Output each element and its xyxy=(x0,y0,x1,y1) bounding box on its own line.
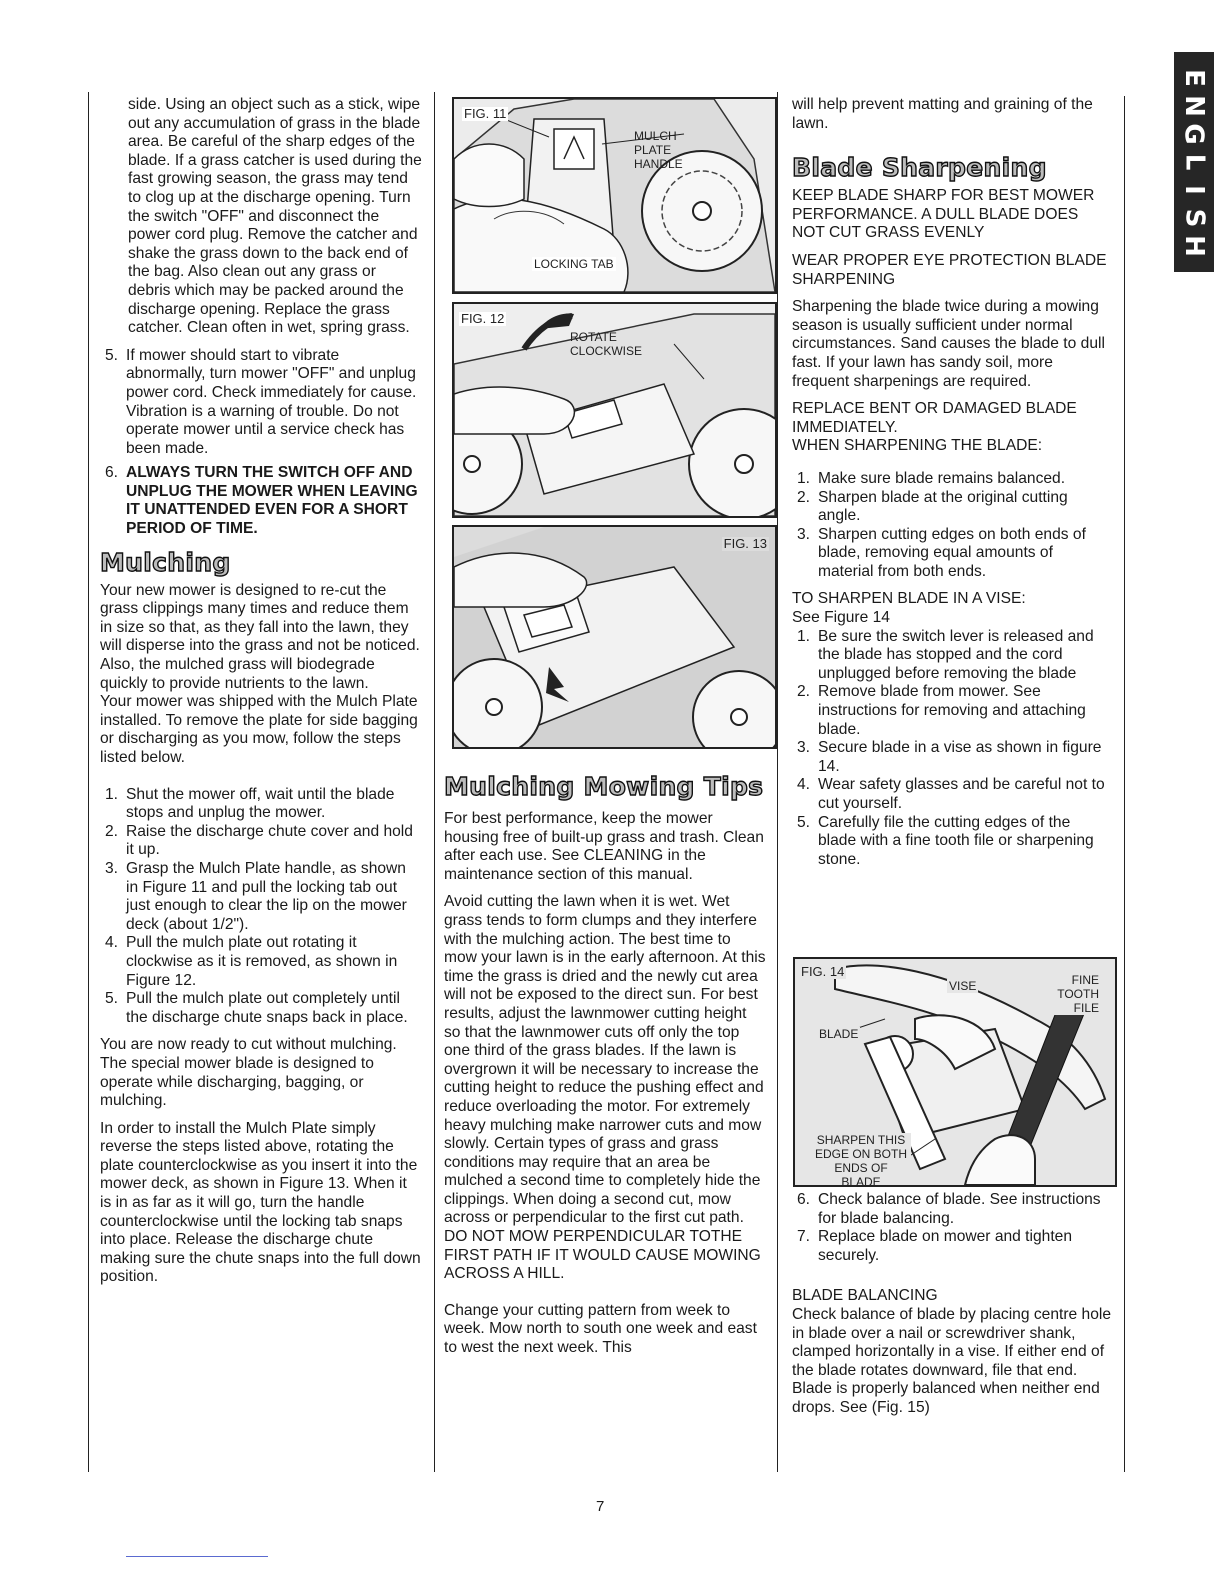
tab-letter: L xyxy=(1178,153,1209,171)
blade-callout: BLADE xyxy=(819,1027,859,1041)
remove-plate-steps xyxy=(100,786,422,1028)
vise-steps-list xyxy=(792,628,1112,870)
keep-blade-sharp: KEEP BLADE SHARP FOR BEST MOWER PERFORMANCE. A DULL BLADE DOES NOT CUT GRASS EVENLY xyxy=(792,187,1095,242)
list-item: 2. Raise the discharge chute cover and hold it up. xyxy=(105,822,413,859)
vise-steps-list-continued xyxy=(792,1191,1112,1265)
list-item: 5. Pull the mulch plate out completely until the discharge chute snaps back in place. xyxy=(105,990,408,1026)
list-item: 4. Pull the mulch plate out rotating it clockwise as it is removed, as shown in Figure 12. xyxy=(105,934,398,989)
tab-letter: E xyxy=(1178,69,1209,87)
locking-tab-callout: LOCKING TAB xyxy=(534,257,614,271)
column-rule-2 xyxy=(777,92,778,1472)
page-number: 7 xyxy=(596,1498,605,1515)
list-item: 6. Check balance of blade. See instructions for blade balancing. xyxy=(797,1191,1101,1227)
list-item: 7. Replace blade on mower and tighten securely. xyxy=(797,1228,1072,1264)
column-1 xyxy=(100,96,422,1296)
figure-12 xyxy=(452,302,777,518)
blade-balancing: BLADE BALANCING Check balance of blade by placing centre hole in blade over a nail or screwdriver shank, clamped horizontally in a vise. If either end of the blade rotates downward, file that end. Blade is properly balanced when neither end drops. See (Fig. 15) xyxy=(792,1287,1112,1416)
figure-14-label: FIG. 14 xyxy=(801,964,845,979)
list-item: 2. Remove blade from mower. See instructions for removing and attaching blade. xyxy=(797,683,1086,738)
figure-14 xyxy=(793,957,1117,1187)
list-item: 1. Shut the mower off, wait until the blade stops and unplug the mower. xyxy=(105,785,395,822)
list-item: 2. Sharpen blade at the original cutting angle. xyxy=(797,488,1068,525)
tab-letter: I xyxy=(1179,185,1209,195)
list-item: 3. Sharpen cutting edges on both ends of blade, removing equal amounts of material from both ends. xyxy=(797,525,1086,580)
tips-paragraph-2: Avoid cutting the lawn when it is wet. Wet grass tends to form clumps and they interfere with the mulching action. The best time to mow your lawn is in the early afternoon. At this time the grass is dried and the newly cut area will not be exposed to the direct sun. For best results, adjust the lawnmower cutting height so that the lawnmower cuts off only the top one third of the grass blades. If the lawn is overgrown it will be necessary to increase the cutting height to reduce the pushing effect and reduce overloading the motor. For extremely heavy mulching make narrower cuts and mow slowly. Certain types of grass and grass conditions may require that an area be mulched a second time to completely hide the clippings. When doing a second cut, mow across or perpendicular to the first cut path. DO NOT MOW PERPENDICULAR TOTHE FIRST PATH IF IT WOULD CAUSE MOWING ACROSS A HILL. xyxy=(444,893,766,1283)
tab-letter: H xyxy=(1178,235,1209,257)
tab-letter: S xyxy=(1178,208,1209,228)
continued-paragraph: side. Using an object such as a stick, wipe out any accumulation of grass in the blade area. Be careful of the sharp edges of the blade. If a grass catcher is used during the fast growing season, the grass may tend to clog up at the discharge opening. Turn the switch "OFF" and disconnect the power cord plug. Remove the catcher and shake the grass down to the back end of the bag. Also clean out any grass or debris which may be packed around the discharge opening. Replace the grass catcher. Clean often in wet, spring grass. xyxy=(128,96,422,337)
footer-line xyxy=(126,1556,268,1557)
blade-sharpening-heading: Blade Sharpening xyxy=(792,153,1047,183)
list-item: 1. Be sure the switch lever is released and the blade has stopped and the cord unplugged before removing the blade xyxy=(797,627,1094,682)
column-3-lower xyxy=(792,1191,1112,1427)
column-rule-1 xyxy=(434,92,435,1472)
mulching-intro-2: Your mower was shipped with the Mulch Plate installed. To remove the plate for side bagging or discharging as you mow, follow the steps listed below. xyxy=(100,693,418,766)
figure-13-illustration xyxy=(454,527,775,747)
sharpen-rules-list xyxy=(792,470,1112,582)
eye-protection-note: WEAR PROPER EYE PROTECTION BLADE SHARPENING xyxy=(792,251,1107,288)
list-item: 3. Grasp the Mulch Plate handle, as shown in Figure 11 and pull the locking tab out just enough to clear the lip on the mower deck (about 1/2"). xyxy=(105,859,407,933)
figure-11-label: FIG. 11 xyxy=(464,106,507,121)
list-item: 1. Make sure blade remains balanced. xyxy=(797,469,1066,487)
list-item: 5. Carefully file the cutting edges of the blade with a fine tooth file or sharpening stone. xyxy=(797,813,1094,868)
ready-paragraph: You are now ready to cut without mulching. The special mower blade is designed to operate while discharging, bagging, or mulching. xyxy=(100,1036,397,1110)
vise-title: TO SHARPEN BLADE IN A VISE: See Figure 14 xyxy=(792,590,1026,627)
tab-letter: G xyxy=(1179,123,1209,145)
tab-letter: N xyxy=(1178,95,1209,117)
rotate-clockwise-callout: ROTATE CLOCKWISE xyxy=(570,330,643,358)
mulching-heading: Mulching xyxy=(100,547,231,577)
mulching-intro: Your new mower is designed to re-cut the grass clippings many times and reduce them in size so that, as they fall into the lawn, they will disperse into the grass and not be noticed. Also, the mulched grass will biodegrade quickly to provide nutrients to the lawn. xyxy=(100,581,420,692)
list-item: 6. ALWAYS TURN THE SWITCH OFF AND UNPLUG THE MOWER WHEN LEAVING IT UNATTENDED EVEN FOR A SHORT PERIOD OF TIME. xyxy=(105,464,418,538)
vise-callout: VISE xyxy=(949,979,977,993)
list-item: 4. Wear safety glasses and be careful not to cut yourself. xyxy=(797,776,1105,812)
mulching-mowing-tips-heading: Mulching Mowing Tips xyxy=(444,772,764,801)
list-item: 5. If mower should start to vibrate abnormally, turn mower "OFF" and unplug power cord. Check immediately for cause. Vibration is a warning of trouble. Do not operate mower until a service check has been made. xyxy=(105,346,417,457)
english-language-tab xyxy=(1174,52,1214,272)
tips-paragraph-1: For best performance, keep the mower housing free of built-up grass and trash. Clean after each use. See CLEANING in the maintenance section of this manual. xyxy=(444,810,764,883)
right-margin-rule xyxy=(1124,96,1125,1472)
figure-13 xyxy=(452,525,777,749)
sharpen-twice-paragraph: Sharpening the blade twice during a mowing season is usually sufficient under normal circumstances. Sand causes the blade to dull fast. If your lawn has sandy soil, more frequent sharpenings are required. xyxy=(792,298,1105,390)
mulch-plate-handle-callout: MULCH PLATE HANDLE xyxy=(634,129,683,171)
replace-bent-note: REPLACE BENT OR DAMAGED BLADE IMMEDIATELY. WHEN SHARPENING THE BLADE: xyxy=(792,400,1077,455)
safety-list xyxy=(100,347,422,539)
left-margin-rule xyxy=(88,92,89,1472)
fine-tooth-file-callout: FINE TOOTH FILE xyxy=(1053,973,1101,1015)
figure-12-label: FIG. 12 xyxy=(461,311,505,326)
column-2 xyxy=(444,772,766,1367)
column-3 xyxy=(792,96,1112,878)
figure-13-label: FIG. 13 xyxy=(723,536,767,551)
continued-paragraph: will help prevent matting and graining of the lawn. xyxy=(792,96,1093,132)
tips-paragraph-3: Change your cutting pattern from week to week. Mow north to south one week and east to west the next week. This xyxy=(444,1301,757,1357)
list-item: 3. Secure blade in a vise as shown in figure 14. xyxy=(797,739,1102,775)
sharpen-edge-callout: SHARPEN THIS EDGE ON BOTH ENDS OF BLADE xyxy=(811,1133,911,1187)
install-paragraph: In order to install the Mulch Plate simply reverse the steps listed above, rotating the plate counterclockwise as you insert it into the mower deck, as shown in Figure 13. When it is in as far as it will go, turn the handle counterclockwise until the locking tab snaps into place. Release the discharge chute making sure the chute snaps into the full down position. xyxy=(100,1119,421,1286)
figure-11 xyxy=(452,97,777,294)
